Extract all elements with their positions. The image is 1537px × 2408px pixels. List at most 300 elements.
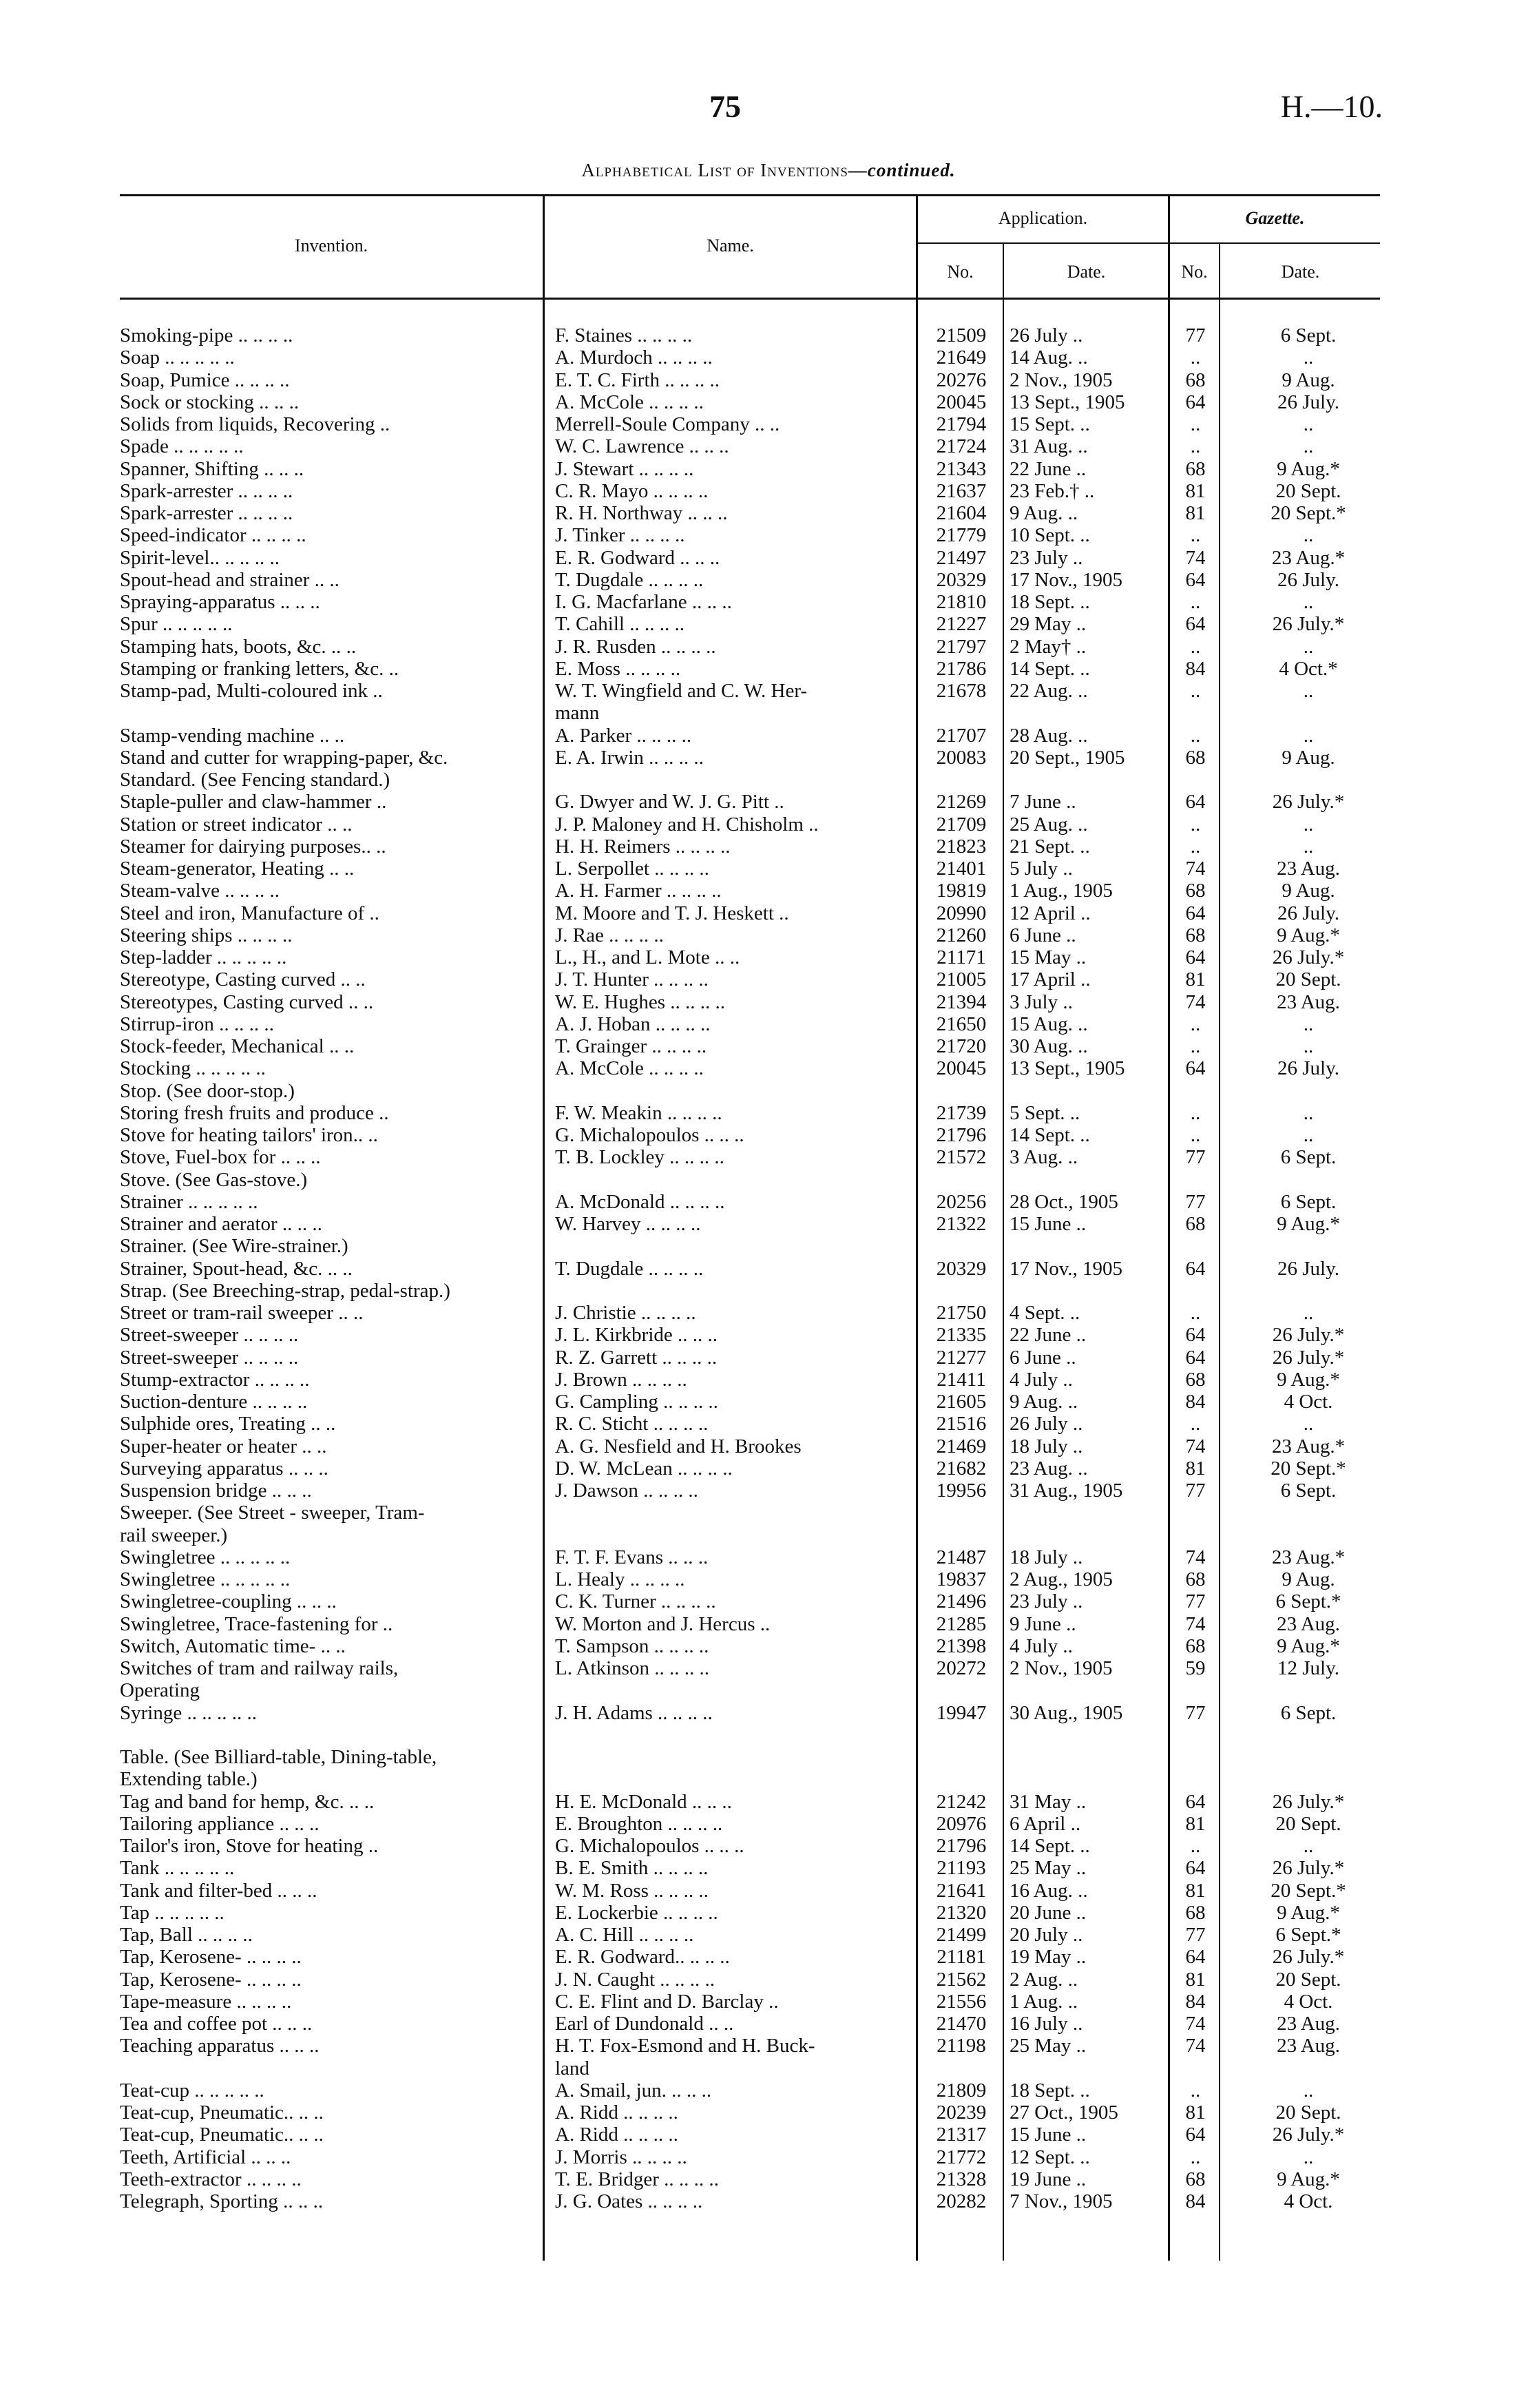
invention-cell: Speed-indicator .. .. .. .. [120,524,306,547]
gazette-date-cell: .. [1303,1013,1314,1035]
gazette-no-cell: 74 [1185,990,1206,1013]
application-date-cell: 9 Aug. .. [1010,1391,1078,1413]
gazette-no-cell: 84 [1185,1391,1206,1413]
table-row [0,658,1537,680]
application-no-cell: 20329 [936,1257,987,1280]
application-no-cell: 21269 [936,791,987,813]
gazette-no-cell: 64 [1185,1346,1206,1369]
gazette-date-cell: 6 Sept. [1280,1146,1337,1169]
application-no-cell: 20329 [936,568,987,591]
table-row [0,1590,1537,1612]
table-row [0,346,1537,369]
table-row [0,1635,1537,1657]
gazette-no-cell: 68 [1185,457,1206,480]
name-cell: land [555,2057,589,2079]
invention-cell: Swingletree-coupling .. .. .. [120,1590,337,1613]
table-row [0,1035,1537,1057]
invention-cell: Switches of tram and railway rails, [120,1657,399,1679]
gazette-no-cell: 74 [1185,2013,1206,2035]
invention-cell: Soap, Pumice .. .. .. .. [120,369,290,391]
application-no-cell: 21605 [936,1391,987,1413]
application-date-cell: 14 Sept. .. [1010,1835,1090,1857]
name-cell: Earl of Dundonald .. .. [555,2013,734,2035]
application-date-cell: 16 Aug. .. [1010,1879,1088,1902]
gazette-no-cell: 68 [1185,369,1206,391]
application-no-cell: 21470 [936,2013,987,2035]
application-date-cell: 29 May .. [1010,613,1087,636]
gazette-date-cell: 6 Sept. [1280,324,1337,346]
invention-cell: Super-heater or heater .. .. [120,1435,327,1457]
name-cell: C. K. Turner .. .. .. .. [555,1590,716,1613]
gazette-date-cell: 26 July.* [1272,1790,1345,1813]
invention-cell: Spark-arrester .. .. .. .. [120,502,293,524]
table-row [0,1280,1537,1302]
gazette-no-cell: 81 [1185,1968,1206,1991]
application-date-cell: 2 Aug. .. [1010,1968,1078,1991]
application-no-cell: 20083 [936,746,987,769]
application-no-cell: 21317 [936,2124,987,2146]
list-title-continued: —continued. [848,160,956,180]
application-date-cell: 26 July .. [1010,1413,1083,1435]
table-row [0,1302,1537,1324]
invention-cell: Tape-measure .. .. .. .. [120,1990,292,2013]
invention-cell: Sweeper. (See Street - sweeper, Tram- [120,1502,425,1524]
gazette-no-cell: 64 [1185,391,1206,413]
table-row [0,924,1537,946]
application-date-cell: 15 Aug. .. [1010,1013,1088,1035]
name-cell: J. Brown .. .. .. .. [555,1368,687,1391]
gazette-date-cell: 23 Aug.* [1271,1546,1346,1568]
gazette-date-cell: 20 Sept.* [1271,1879,1346,1902]
table-row [0,324,1537,346]
application-no-cell: 21497 [936,546,987,569]
application-no-cell: 21739 [936,1101,987,1124]
table-row [0,1391,1537,1413]
application-date-cell: 31 Aug. .. [1010,435,1088,458]
header-gazette: Gazette. [1245,208,1305,228]
table-row [0,2168,1537,2190]
gazette-no-cell: .. [1190,1124,1201,1146]
application-no-cell: 20272 [936,1657,987,1679]
application-date-cell: 23 Feb.† .. [1010,479,1095,502]
name-cell: G. Dwyer and W. J. G. Pitt .. [555,791,784,813]
header-application-date: Date. [1067,262,1106,282]
invention-cell: Strap. (See Breeching-strap, pedal-strap.) [120,1279,450,1302]
application-no-cell: 21322 [936,1213,987,1235]
application-no-cell: 21562 [936,1968,987,1991]
invention-cell: Street or tram-rail sweeper .. .. [120,1302,364,1324]
name-cell: J. L. Kirkbride .. .. .. [555,1324,718,1347]
name-cell: J. H. Adams .. .. .. .. [555,1701,713,1724]
application-no-cell: 21796 [936,1124,987,1146]
gazette-no-cell: .. [1190,724,1201,747]
invention-cell: Swingletree, Trace-fastening for .. [120,1612,393,1635]
name-cell: J. Christie .. .. .. .. [555,1302,696,1324]
application-date-cell: 22 June .. [1010,1324,1087,1347]
gazette-date-cell: 26 July.* [1272,2124,1345,2146]
application-no-cell: 19819 [936,880,987,902]
invention-cell: Tag and band for hemp, &c. .. .. [120,1790,375,1813]
application-no-cell: 21516 [936,1413,987,1435]
gazette-date-cell: .. [1303,680,1314,702]
table-row [0,1679,1537,1701]
name-cell: J. Dawson .. .. .. .. [555,1480,698,1502]
invention-cell: Tailor's iron, Stove for heating .. [120,1835,379,1857]
application-no-cell: 21809 [936,2079,987,2101]
application-no-cell: 21005 [936,968,987,991]
application-date-cell: 23 Aug. .. [1010,1457,1088,1480]
application-date-cell: 19 May .. [1010,1946,1087,1969]
table-row [0,680,1537,702]
application-date-cell: 28 Aug. .. [1010,724,1088,747]
application-no-cell: 21198 [937,2035,986,2057]
table-row [0,1191,1537,1213]
table-row [0,946,1537,968]
gazette-date-cell: 12 July. [1277,1657,1339,1679]
table-row [0,547,1537,569]
application-date-cell: 27 Oct., 1905 [1010,2101,1118,2124]
application-date-cell: 15 June .. [1010,2124,1087,2146]
gazette-no-cell: 68 [1185,880,1206,902]
invention-cell: Telegraph, Sporting .. .. .. [120,2190,324,2212]
gazette-date-cell: 20 Sept.* [1271,1457,1346,1480]
invention-cell: Tailoring appliance .. .. .. [120,1812,320,1835]
gazette-no-cell: .. [1190,1013,1201,1035]
table-row [0,1991,1537,2013]
gazette-date-cell: 6 Sept. [1280,1190,1337,1213]
subheader-rule [916,242,1380,244]
gazette-no-cell: 81 [1185,2101,1206,2124]
table-row [0,902,1537,924]
table-row [0,1902,1537,1924]
name-cell: J. R. Rusden .. .. .. .. [555,635,716,658]
application-no-cell: 21779 [936,524,987,547]
gazette-date-cell: 6 Sept.* [1275,1590,1341,1613]
invention-cell: Steamer for dairying purposes.. .. [120,835,386,858]
invention-cell: Soap .. .. .. .. .. [120,346,235,369]
gazette-no-cell: 77 [1185,1480,1206,1502]
name-cell: F. W. Meakin .. .. .. .. [555,1101,722,1124]
table-row [0,1924,1537,1946]
table-row [0,1546,1537,1568]
gazette-no-cell: .. [1190,1101,1201,1124]
application-no-cell: 21649 [936,346,987,369]
gazette-no-cell: 74 [1185,1435,1206,1457]
name-cell: C. E. Flint and D. Barclay .. [555,1990,779,2013]
application-no-cell: 21260 [936,924,987,946]
table-row [0,813,1537,835]
gazette-no-cell: 77 [1185,1701,1206,1724]
gazette-date-cell: 26 July.* [1272,946,1345,968]
table-row [0,1258,1537,1280]
table-row [0,1568,1537,1590]
name-cell: A. H. Farmer .. .. .. .. [555,880,722,902]
application-date-cell: 3 Aug. .. [1010,1146,1078,1169]
gazette-no-cell: 81 [1185,1457,1206,1480]
invention-cell: Teat-cup, Pneumatic.. .. .. [120,2124,324,2146]
application-date-cell: 19 June .. [1010,2168,1087,2190]
table-row [0,1502,1537,1524]
gazette-date-cell: 6 Sept. [1280,1701,1337,1724]
invention-cell: Tap, Kerosene- .. .. .. .. [120,1968,302,1991]
header-name: Name. [707,236,754,256]
gazette-no-cell: 64 [1185,1790,1206,1813]
invention-cell: Steam-valve .. .. .. .. [120,880,280,902]
invention-cell: Sulphide ores, Treating .. .. [120,1413,336,1435]
gazette-no-cell: 68 [1185,1368,1206,1391]
name-cell: A. G. Nesfield and H. Brookes [555,1435,802,1457]
table-row [0,2035,1537,2057]
name-cell: W. E. Hughes .. .. .. .. [555,990,726,1013]
application-date-cell: 6 June .. [1010,1346,1076,1369]
gazette-date-cell: 23 Aug.* [1271,1435,1346,1457]
invention-cell: Suction-denture .. .. .. .. [120,1391,308,1413]
application-no-cell: 21469 [936,1435,987,1457]
header-gazette-no: No. [1181,262,1208,282]
table-row [0,1768,1537,1790]
invention-cell: Strainer and aerator .. .. .. [120,1213,322,1235]
invention-cell: Tap .. .. .. .. .. [120,1901,224,1924]
name-cell: R. H. Northway .. .. .. [555,502,728,524]
application-no-cell: 21335 [936,1324,987,1347]
gazette-date-cell: 9 Aug. [1282,880,1335,902]
application-date-cell: 2 Nov., 1905 [1010,369,1113,391]
application-date-cell: 2 Aug., 1905 [1010,1568,1113,1590]
application-date-cell: 5 July .. [1010,858,1073,880]
gazette-date-cell: .. [1303,435,1314,458]
gazette-date-cell: .. [1303,1413,1314,1435]
gazette-date-cell: 9 Aug.* [1277,1213,1340,1235]
application-no-cell: 21786 [936,657,987,680]
application-no-cell: 21797 [936,635,987,658]
gazette-date-cell: .. [1303,524,1314,547]
application-date-cell: 14 Aug. .. [1010,346,1088,369]
application-date-cell: 13 Sept., 1905 [1010,391,1125,413]
invention-cell: Table. (See Billiard-table, Dining-table, [120,1746,437,1768]
name-cell: J. Morris .. .. .. .. [555,2146,687,2168]
name-cell: A. Parker .. .. .. .. [555,724,692,747]
gazette-date-cell: 20 Sept.* [1271,502,1346,524]
application-no-cell: 21772 [936,2146,987,2168]
application-date-cell: 12 April .. [1010,902,1091,924]
name-cell: W. C. Lawrence .. .. .. [555,435,729,458]
header-application: Application. [998,208,1088,228]
gazette-no-cell: 77 [1185,1146,1206,1169]
table-row [0,1613,1537,1635]
header-bottom-rule [120,298,1380,300]
application-no-cell: 20276 [936,369,987,391]
table-row [0,702,1537,724]
invention-cell: Smoking-pipe .. .. .. .. [120,324,293,346]
gazette-date-cell: .. [1303,346,1314,369]
gazette-no-cell: .. [1190,2146,1201,2168]
table-row [0,591,1537,613]
table-row [0,1835,1537,1857]
gazette-date-cell: 26 July.* [1272,613,1345,636]
application-no-cell: 21724 [936,435,987,458]
table-row [0,1435,1537,1457]
name-cell: G. Michalopoulos .. .. .. [555,1835,744,1857]
gazette-date-cell: 26 July.* [1272,1946,1345,1969]
application-date-cell: 26 July .. [1010,324,1083,346]
name-cell: T. Dugdale .. .. .. .. [555,568,704,591]
table-row [0,991,1537,1013]
name-cell: H. T. Fox-Esmond and H. Buck- [555,2035,815,2057]
name-cell: F. Staines .. .. .. .. [555,324,693,346]
gazette-date-cell: 4 Oct. [1284,1391,1333,1413]
name-cell: A. McDonald .. .. .. .. [555,1190,725,1213]
application-date-cell: 3 July .. [1010,990,1073,1013]
gazette-no-cell: .. [1190,1413,1201,1435]
header-top-rule [120,194,1380,196]
application-date-cell: 2 Nov., 1905 [1010,1657,1113,1679]
list-title [0,160,1537,181]
gazette-no-cell: 74 [1185,2035,1206,2057]
gazette-no-cell: 81 [1185,1812,1206,1835]
gazette-date-cell: 23 Aug. [1277,2013,1340,2035]
table-row [0,747,1537,769]
application-date-cell: 4 July .. [1010,1634,1073,1657]
name-cell: G. Campling .. .. .. .. [555,1391,718,1413]
table-row [0,880,1537,902]
invention-cell: Spout-head and strainer .. .. [120,568,339,591]
application-no-cell: 21343 [936,457,987,480]
application-no-cell: 21277 [936,1346,987,1369]
list-title-text: Alphabetical List of Inventions [581,160,848,180]
gazette-date-cell: 26 July. [1277,1057,1339,1080]
application-date-cell: 15 May .. [1010,946,1087,968]
header-gazette-date: Date. [1281,262,1320,282]
name-cell: H. E. McDonald .. .. .. [555,1790,732,1813]
gazette-no-cell: 64 [1185,1057,1206,1080]
gazette-date-cell: .. [1303,2146,1314,2168]
application-date-cell: 25 May .. [1010,2035,1087,2057]
name-cell: A. C. Hill .. .. .. .. [555,1924,694,1946]
application-no-cell: 21604 [936,502,987,524]
name-cell: L. Healy .. .. .. .. [555,1568,685,1590]
application-no-cell: 20282 [936,2190,987,2212]
gazette-date-cell: 23 Aug. [1277,858,1340,880]
gazette-date-cell: 26 July.* [1272,1346,1345,1369]
gazette-no-cell: 74 [1185,546,1206,569]
name-cell: Merrell-Soule Company .. .. [555,413,780,435]
gazette-no-cell: .. [1190,524,1201,547]
gazette-no-cell: .. [1190,1835,1201,1857]
application-no-cell: 21823 [936,835,987,858]
gazette-no-cell: 74 [1185,1546,1206,1568]
name-cell: A. Murdoch .. .. .. .. [555,346,713,369]
invention-cell: Swingletree .. .. .. .. .. [120,1568,291,1590]
table-row [0,413,1537,435]
table-row [0,858,1537,880]
gazette-no-cell: 64 [1185,1324,1206,1347]
invention-cell: Steering ships .. .. .. .. [120,924,293,946]
table-row [0,1169,1537,1191]
table-row [0,1235,1537,1257]
invention-cell: rail sweeper.) [120,1524,228,1546]
invention-cell: Tap, Ball .. .. .. .. [120,1924,253,1946]
name-cell: H. H. Reimers .. .. .. .. [555,835,731,858]
application-no-cell: 19837 [936,1568,987,1590]
gazette-date-cell: 4 Oct. [1284,1990,1333,2013]
application-date-cell: 14 Sept. .. [1010,1124,1090,1146]
gazette-no-cell: 59 [1185,1657,1206,1679]
application-date-cell: 30 Aug. .. [1010,1035,1088,1057]
name-cell: A. Ridd .. .. .. .. [555,2101,678,2124]
name-cell: J. P. Maloney and H. Chisholm .. [555,813,819,835]
table-row [0,2079,1537,2101]
table-row [0,1413,1537,1435]
name-cell: mann [555,702,600,725]
application-no-cell: 20976 [936,1812,987,1835]
invention-cell: Surveying apparatus .. .. .. [120,1457,328,1480]
gazette-no-cell: 64 [1185,568,1206,591]
invention-cell: Strainer .. .. .. .. .. [120,1190,258,1213]
application-date-cell: 4 July .. [1010,1368,1073,1391]
application-date-cell: 25 May .. [1010,1857,1087,1880]
gazette-date-cell: 26 July. [1277,1257,1339,1280]
application-date-cell: 18 July .. [1010,1546,1083,1568]
invention-cell: Stocking .. .. .. .. .. [120,1057,266,1080]
invention-cell: Steam-generator, Heating .. .. [120,858,355,880]
name-cell: I. G. Macfarlane .. .. .. [555,591,732,613]
invention-cell: Steel and iron, Manufacture of .. [120,902,379,924]
gazette-no-cell: .. [1190,346,1201,369]
application-no-cell: 21181 [937,1946,986,1969]
invention-cell: Stand and cutter for wrapping-paper, &c. [120,746,448,769]
gazette-no-cell: .. [1190,635,1201,658]
table-row [0,791,1537,813]
gazette-no-cell: .. [1190,813,1201,835]
gazette-no-cell: .. [1190,2079,1201,2101]
application-no-cell: 21487 [936,1546,987,1568]
gazette-date-cell: 9 Aug.* [1277,924,1340,946]
application-date-cell: 15 June .. [1010,1213,1087,1235]
gazette-no-cell: 68 [1185,1213,1206,1235]
table-row [0,524,1537,546]
table-row [0,391,1537,413]
application-date-cell: 1 Aug. .. [1010,1990,1078,2013]
invention-cell: Tea and coffee pot .. .. .. [120,2013,313,2035]
gazette-no-cell: 81 [1185,968,1206,991]
name-cell: E. Lockerbie .. .. .. .. [555,1901,718,1924]
gazette-date-cell: 20 Sept. [1275,1812,1341,1835]
invention-cell: Stop. (See door-stop.) [120,1079,295,1102]
name-cell: J. G. Oates .. .. .. .. [555,2190,703,2212]
name-cell: A. McCole .. .. .. .. [555,391,704,413]
gazette-date-cell: 9 Aug. [1282,1568,1335,1590]
application-no-cell: 21411 [937,1368,986,1391]
application-date-cell: 12 Sept. .. [1010,2146,1090,2168]
invention-cell: Teeth, Artificial .. .. .. [120,2146,291,2168]
application-no-cell: 21328 [936,2168,987,2190]
name-cell: J. Rae .. .. .. .. [555,924,664,946]
application-no-cell: 20239 [936,2101,987,2124]
application-no-cell: 21193 [937,1857,986,1880]
invention-cell: Spade .. .. .. .. .. [120,435,244,458]
table-row [0,1369,1537,1391]
gazette-date-cell: 26 July. [1277,902,1339,924]
invention-cell: Stamp-pad, Multi-coloured ink .. [120,680,383,702]
gazette-no-cell: 77 [1185,1590,1206,1613]
table-row [0,1857,1537,1879]
gazette-date-cell: 23 Aug.* [1271,546,1346,569]
table-row [0,1702,1537,1724]
gazette-date-cell: 9 Aug.* [1277,457,1340,480]
gazette-date-cell: .. [1303,2079,1314,2101]
gazette-date-cell: .. [1303,413,1314,435]
name-cell: L. Atkinson .. .. .. .. [555,1657,709,1679]
